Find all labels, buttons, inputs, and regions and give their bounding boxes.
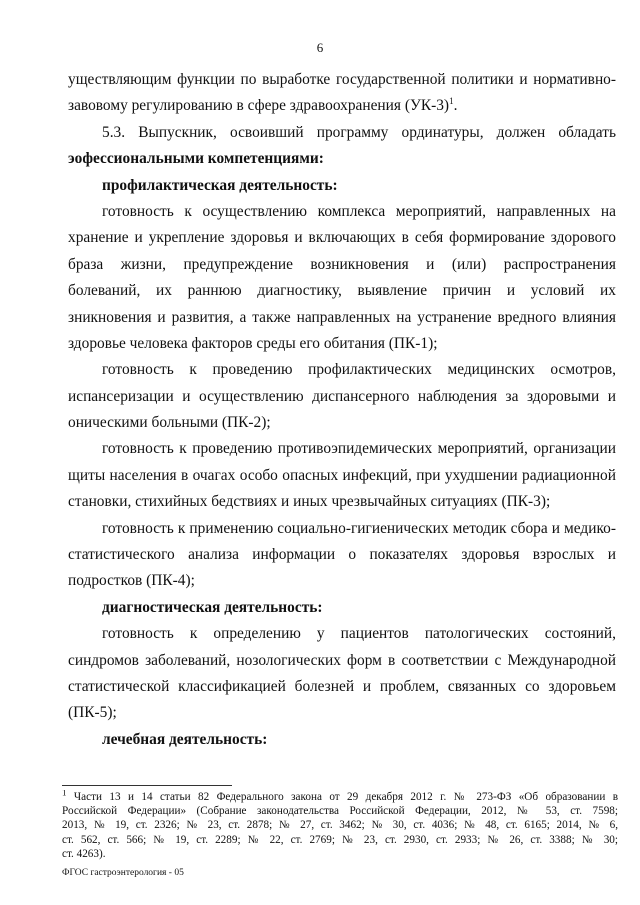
footnote-line: ст. 562, ст. 566; № 19, ст. 2289; № 22, ст. 2769; № 23, ст. 2930, ст. 2933; № 26, ст. 3388; № 30;	[62, 833, 618, 846]
text-line: готовность к определению у пациентов патологических состояний,	[102, 625, 616, 643]
text-line: синдромов заболеваний, нозологических форм в соответствии с Международной	[68, 651, 616, 669]
text-line: статистической классификацией болезней и проблем, связанных со здоровьем	[68, 677, 616, 695]
text-line: готовность к проведению профилактических медицинских осмотров,	[102, 361, 616, 379]
body-text	[68, 67, 616, 753]
footnote-reference: 1	[449, 96, 454, 107]
text-line: подростков (ПК-4);	[68, 572, 195, 590]
text-line: становки, стихийных бедствиях и иных чрезвычайных ситуациях (ПК-3);	[68, 493, 551, 511]
text-line: щиты населения в очагах особо опасных инфекций, при ухудшении радиационной	[68, 466, 616, 484]
text-line: здоровье человека факторов среды его обитания (ПК-1);	[68, 334, 438, 352]
text-line: болеваний, их раннюю диагностику, выявление причин и условий их	[68, 282, 616, 300]
text-line: испансеризации и осуществлению диспансерного наблюдения за здоровыми и	[68, 387, 616, 405]
page-footer: ФГОС гастроэнтерология - 05	[62, 868, 184, 878]
footnote-divider	[62, 785, 232, 786]
text-line: оническими больными (ПК-2);	[68, 414, 271, 432]
text-line: завовому регулированию в сфере здравоохранения $(УК-3)^1$.	[68, 96, 458, 115]
text-line: зникновения и развития, а также направленных на устранение вредного влияния	[68, 308, 616, 326]
page-number: 6	[316, 40, 324, 55]
text-line: готовность к осуществлению комплекса мероприятий, направленных на	[102, 202, 616, 220]
text-line: статистического анализа информации о показателях здоровья взрослых и	[68, 546, 616, 564]
text-line: готовность к применению социально-гигиенических методик сбора и медико-	[102, 519, 616, 537]
section-heading: диагностическая деятельность:	[102, 598, 323, 616]
section-heading: эофессиональными компетенциями:	[68, 150, 324, 168]
section-heading: лечебная деятельность:	[102, 730, 268, 748]
text-line: уществляющим функции по выработке государственной политики и нормативно-	[68, 71, 616, 88]
text-line: хранение и укрепление здоровья и включающих в себя формирование здорового	[68, 229, 616, 247]
text-line: готовность к проведению противоэпидемических мероприятий, организации	[102, 440, 616, 458]
text-line: (ПК-5);	[68, 704, 117, 722]
footnote-mark: 1	[62, 790, 67, 798]
footnote-line: 2013, № 19, ст. 2326; № 23, ст. 2878; № 27, ст. 3462; № 30, ст. 4036; № 48, ст. 6165; 2014, № 6,	[62, 819, 618, 832]
footnote-line: $^1$ Части 13 и 14 статьи 82 Федерального закона от 29 декабря 2012 г. № 273-ФЗ «Об образовании в	[62, 790, 618, 804]
section-heading: профилактическая деятельность:	[102, 176, 338, 194]
footnote-line: Российской Федерации» (Собрание законодательства Российской Федерации, 2012, № 53, ст. 7598;	[62, 805, 618, 818]
text-line: браза жизни, предупреждение возникновения и (или) распространения	[68, 255, 616, 273]
footnote	[62, 790, 618, 861]
text-line: 5.3. Выпускник, освоивший программу ординатуры, должен обладать	[102, 123, 616, 141]
footnote-line: ст. 4263).	[62, 847, 106, 860]
